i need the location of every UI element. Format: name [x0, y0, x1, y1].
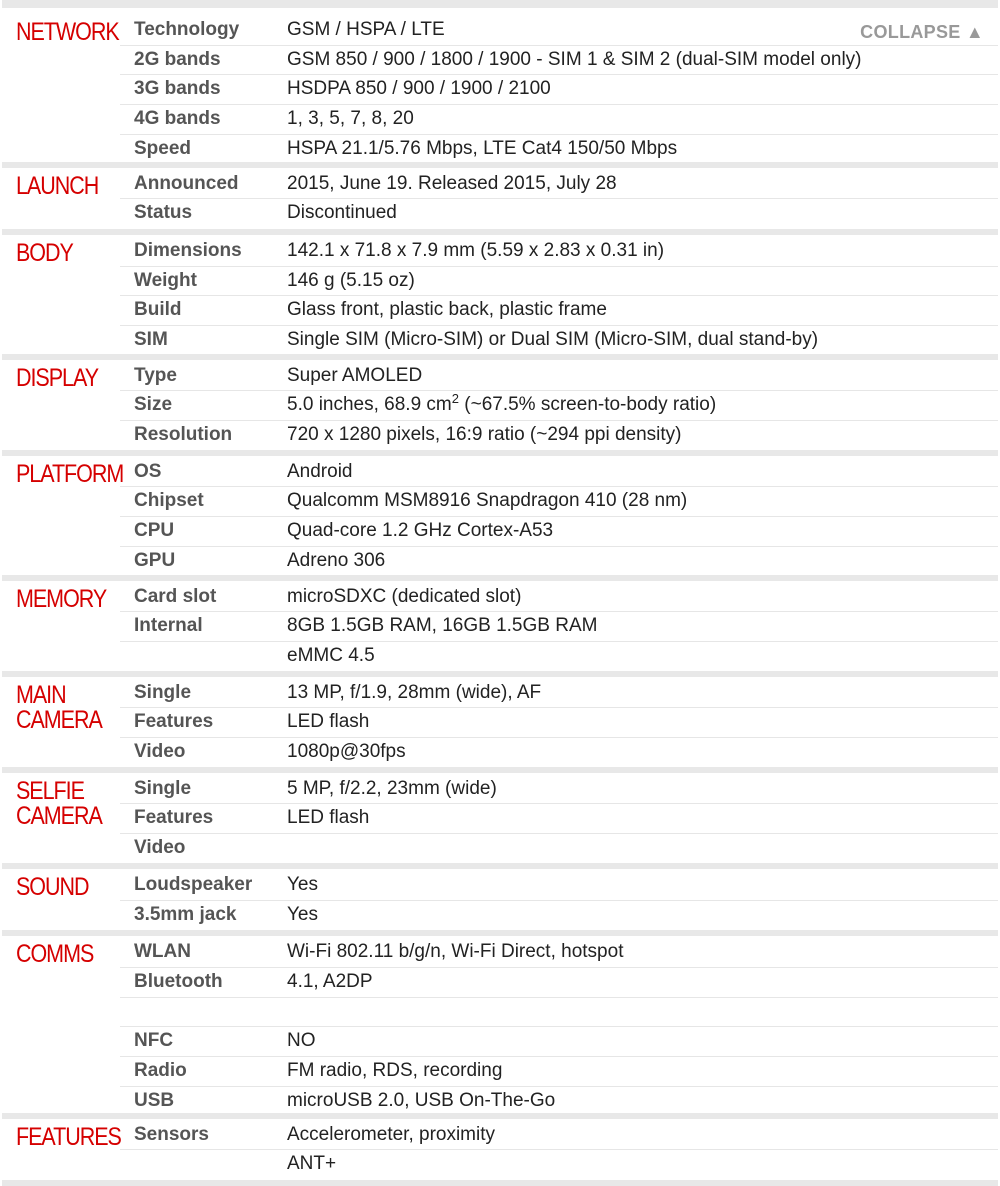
section-separator [2, 671, 998, 677]
spec-value [284, 362, 998, 391]
section-cell [2, 362, 120, 450]
spec-value [284, 391, 998, 421]
spec-value-text: ANT+ [287, 1153, 337, 1175]
spec-value [284, 487, 998, 517]
spec-value-text: HSPA 21.1/5.76 Mbps, LTE Cat4 150/50 Mbps [287, 137, 678, 159]
spec-row [2, 967, 998, 997]
spec-row [2, 708, 998, 738]
spec-value [284, 583, 998, 612]
spec-value-text: Yes [287, 903, 318, 925]
spec-value [284, 45, 998, 75]
spec-key[interactable]: Video [134, 837, 186, 859]
spec-row [2, 362, 998, 391]
spec-value [284, 1057, 998, 1087]
spec-row [2, 296, 998, 326]
section-cell [2, 938, 120, 1115]
spec-section-features [2, 1121, 998, 1179]
spec-value [284, 1027, 998, 1057]
spec-row [2, 199, 998, 228]
spec-value-text: Super AMOLED [287, 364, 423, 386]
spec-value [284, 612, 998, 642]
spec-row [2, 641, 998, 670]
spec-key[interactable]: 3G bands [120, 75, 284, 105]
spec-row [2, 1027, 998, 1057]
spec-value-text: 146 g (5.15 oz) [287, 269, 415, 291]
spec-value [284, 296, 998, 326]
section-title[interactable]: SOUND [16, 872, 89, 901]
section-separator [2, 767, 998, 773]
section-cell [2, 1121, 120, 1179]
spec-row [2, 612, 998, 642]
spec-row [2, 1150, 998, 1179]
spec-value [284, 75, 998, 105]
spec-value [284, 517, 998, 547]
spec-value-text: Wi-Fi 802.11 b/g/n, Wi-Fi Direct, hotspot [287, 941, 624, 963]
spec-value-text: LED flash [287, 807, 370, 829]
spec-section-selfie-camera [2, 775, 998, 863]
section-title[interactable]: SELFIE CAMERA [16, 776, 102, 830]
spec-section-memory [2, 583, 998, 671]
spec-row [2, 871, 998, 900]
spec-key[interactable]: USB [134, 1089, 175, 1111]
spec-value [284, 105, 998, 135]
spec-row [2, 1121, 998, 1150]
spec-section-sound [2, 871, 998, 929]
spec-section-main-camera [2, 679, 998, 767]
spec-key[interactable]: 4G bands [120, 105, 284, 135]
spec-value-text: eMMC 4.5 [287, 644, 375, 666]
spec-value-text: 4.1, A2DP [287, 970, 373, 992]
spec-row [2, 134, 998, 163]
spec-value-text: 2015, June 19. Released 2015, July 28 [287, 172, 617, 194]
spec-value [284, 1150, 998, 1179]
spec-value-text: Android [287, 460, 353, 482]
section-title[interactable]: PLATFORM [16, 459, 124, 488]
spec-value [284, 708, 998, 738]
spec-key[interactable] [120, 997, 284, 1027]
section-cell [2, 679, 120, 767]
spec-row [2, 325, 998, 354]
spec-value-text: Yes [287, 873, 318, 895]
spec-row [2, 458, 998, 487]
section-title[interactable]: DISPLAY [16, 363, 99, 392]
spec-value-text: NO [287, 1030, 316, 1052]
spec-value [284, 1121, 998, 1150]
spec-value-text: 5.0 inches, 68.9 cm [287, 394, 452, 416]
spec-value [284, 199, 998, 228]
spec-value-text: 13 MP, f/1.9, 28mm (wide), AF [287, 681, 542, 703]
collapse-button[interactable]: COLLAPSE ▲ [860, 22, 984, 42]
spec-row [2, 738, 998, 767]
spec-value [284, 967, 998, 997]
spec-value [284, 738, 998, 767]
spec-key[interactable]: Internal [120, 612, 284, 642]
spec-value-text: GSM / HSPA / LTE [287, 19, 445, 40]
spec-value [284, 266, 998, 296]
section-separator [2, 354, 998, 360]
spec-row [2, 804, 998, 834]
spec-value [284, 421, 998, 450]
spec-value [284, 237, 998, 266]
section-title[interactable]: BODY [16, 238, 73, 267]
spec-row [2, 775, 998, 804]
section-title[interactable]: NETWORK [16, 18, 119, 46]
spec-row [2, 517, 998, 547]
spec-value [284, 641, 998, 670]
spec-value [284, 170, 998, 199]
spec-value [284, 325, 998, 354]
spec-value-text: Adreno 306 [287, 549, 386, 571]
spec-section-body [2, 237, 998, 355]
spec-row [2, 170, 998, 199]
spec-key[interactable]: Radio [120, 1057, 284, 1087]
spec-key[interactable]: Single [120, 679, 284, 708]
spec-value-text: Accelerometer, proximity [287, 1123, 496, 1145]
spec-key[interactable]: Bluetooth [120, 967, 284, 997]
section-separator [2, 575, 998, 581]
spec-key[interactable] [120, 1150, 284, 1179]
spec-value-text: Single SIM (Micro-SIM) or Dual SIM (Micro-SIM, dual stand-by) [287, 328, 819, 350]
spec-value [284, 546, 998, 575]
spec-value [284, 775, 998, 804]
spec-value-text: Glass front, plastic back, plastic frame [287, 299, 607, 321]
spec-row [2, 1086, 998, 1115]
section-separator [2, 229, 998, 235]
section-title[interactable]: COMMS [16, 940, 94, 969]
section-separator [2, 450, 998, 456]
spec-key[interactable]: GPU [134, 549, 176, 571]
spec-value-superscript: 2 [451, 391, 459, 407]
spec-value [284, 679, 998, 708]
spec-key[interactable]: Technology [120, 16, 284, 45]
spec-row [2, 237, 998, 266]
spec-section-network [2, 16, 998, 163]
section-separator [2, 1113, 998, 1119]
spec-key[interactable]: Video [134, 741, 186, 763]
spec-row [2, 938, 998, 967]
spec-row [2, 583, 998, 612]
spec-row [2, 834, 998, 863]
spec-row [2, 391, 998, 421]
spec-value [284, 1086, 998, 1115]
spec-row [2, 997, 998, 1027]
spec-key[interactable]: Card slot [120, 583, 284, 612]
spec-section-platform [2, 458, 998, 576]
section-cell [2, 583, 120, 671]
spec-key[interactable]: Loudspeaker [120, 871, 284, 900]
spec-key[interactable]: NFC [120, 1027, 284, 1057]
spec-value [284, 834, 998, 863]
spec-key[interactable]: Announced [120, 170, 284, 199]
spec-value-text: HSDPA 850 / 900 / 1900 / 2100 [287, 78, 551, 100]
spec-value-text: GSM 850 / 900 / 1800 / 1900 - SIM 1 & SIM 2 (dual-SIM model only) [287, 48, 862, 70]
spec-value [284, 458, 998, 487]
spec-row [2, 45, 998, 75]
spec-key[interactable]: Size [120, 391, 284, 421]
spec-key[interactable]: OS [120, 458, 284, 487]
spec-key[interactable]: Weight [120, 266, 284, 296]
spec-key[interactable]: CPU [120, 517, 284, 547]
section-cell [2, 871, 120, 929]
spec-key[interactable]: Speed [134, 137, 192, 159]
top-separator [2, 0, 998, 8]
section-cell [2, 775, 120, 863]
spec-key[interactable]: WLAN [120, 938, 284, 967]
spec-row [2, 266, 998, 296]
spec-section-comms [2, 938, 998, 1115]
section-separator [2, 863, 998, 869]
spec-value [284, 871, 998, 900]
spec-key[interactable]: Features [120, 804, 284, 834]
section-title[interactable]: MEMORY [16, 584, 107, 613]
spec-value [284, 900, 998, 929]
section-cell [2, 458, 124, 576]
spec-row [2, 75, 998, 105]
spec-row [2, 16, 998, 45]
spec-value-text: microSDXC (dedicated slot) [287, 585, 522, 607]
spec-row [2, 679, 998, 708]
spec-value-text: 720 x 1280 pixels, 16:9 ratio (~294 ppi density) [287, 424, 682, 446]
spec-value-text: Qualcomm MSM8916 Snapdragon 410 (28 nm) [287, 490, 688, 512]
spec-value-text: 5 MP, f/2.2, 23mm (wide) [287, 777, 497, 799]
spec-row [2, 546, 998, 575]
section-cell [2, 170, 120, 228]
spec-value [284, 997, 998, 1027]
spec-row [2, 1057, 998, 1087]
spec-section-display [2, 362, 998, 450]
spec-key[interactable]: Single [120, 775, 284, 804]
spec-value [284, 938, 998, 967]
spec-value-text: Discontinued [287, 202, 397, 224]
section-cell [2, 16, 120, 163]
spec-row [2, 487, 998, 517]
spec-value-text: 142.1 x 71.8 x 7.9 mm (5.59 x 2.83 x 0.31 in) [287, 239, 665, 261]
spec-key[interactable]: Type [120, 362, 284, 391]
spec-row [2, 900, 998, 929]
spec-row [2, 421, 998, 450]
section-separator [2, 930, 998, 936]
spec-value [284, 16, 998, 45]
spec-value [284, 804, 998, 834]
spec-key[interactable]: Features [120, 708, 284, 738]
spec-key[interactable]: Build [120, 296, 284, 326]
spec-value-text: Quad-core 1.2 GHz Cortex-A53 [287, 520, 554, 542]
spec-row [2, 105, 998, 135]
spec-section-launch [2, 170, 998, 228]
spec-key[interactable]: 3.5mm jack [134, 903, 237, 925]
section-title[interactable]: LAUNCH [16, 171, 99, 200]
spec-key[interactable] [120, 641, 284, 670]
section-separator [2, 1180, 998, 1186]
spec-value-text: microUSB 2.0, USB On-The-Go [287, 1089, 556, 1111]
spec-value-text: FM radio, RDS, recording [287, 1060, 503, 1082]
spec-value-text: LED flash [287, 711, 370, 733]
section-title[interactable]: MAIN CAMERA [16, 680, 102, 734]
spec-value-text: 1, 3, 5, 7, 8, 20 [287, 108, 414, 130]
spec-value-text-after: (~67.5% screen-to-body ratio) [459, 394, 717, 416]
spec-value [284, 134, 998, 163]
spec-key[interactable]: Dimensions [120, 237, 284, 266]
spec-key[interactable]: Sensors [120, 1121, 284, 1150]
spec-value-text: 1080p@30fps [287, 741, 406, 763]
spec-key[interactable]: 2G bands [120, 45, 284, 75]
section-cell [2, 237, 120, 355]
section-title[interactable]: FEATURES [16, 1122, 121, 1151]
spec-key[interactable]: Resolution [134, 424, 233, 446]
spec-key[interactable]: Chipset [120, 487, 284, 517]
section-separator [2, 162, 998, 168]
spec-value-text: 8GB 1.5GB RAM, 16GB 1.5GB RAM [287, 615, 598, 637]
spec-key[interactable]: SIM [134, 328, 168, 350]
spec-key[interactable]: Status [134, 202, 193, 224]
